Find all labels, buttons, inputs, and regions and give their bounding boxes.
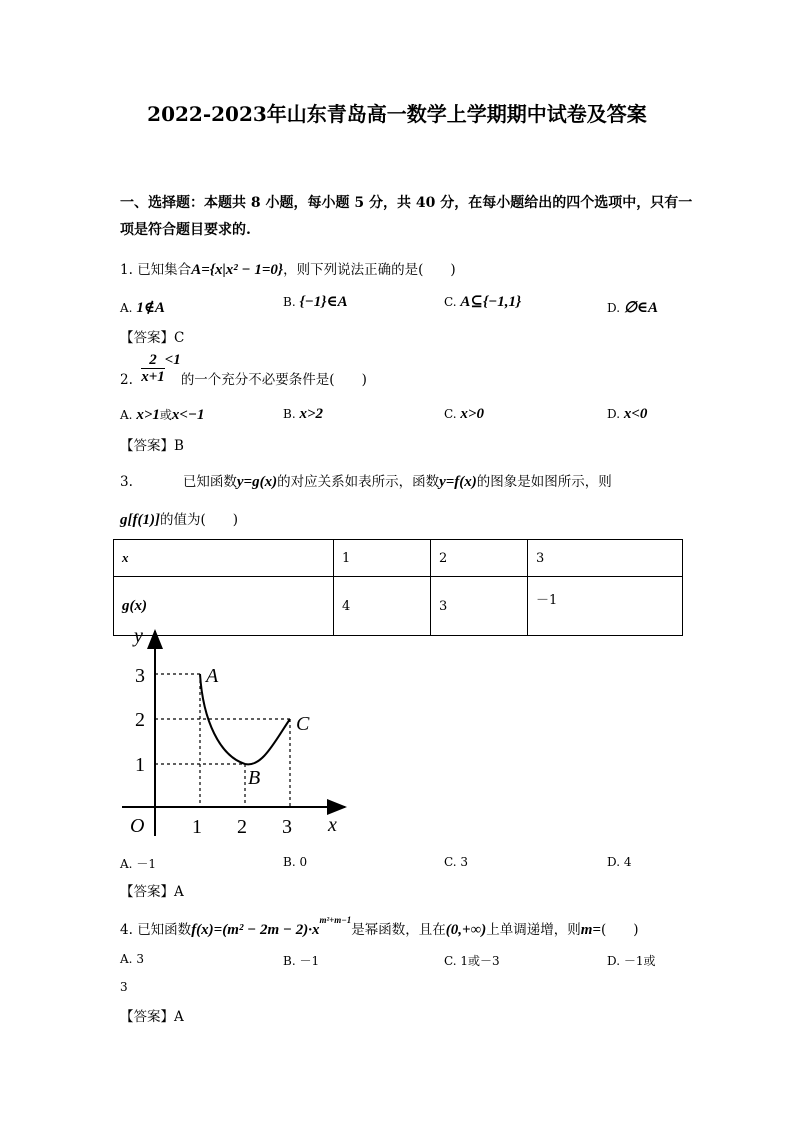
- question-1: [120, 258, 456, 279]
- question-number: 3.: [120, 474, 133, 490]
- point-label-a: A: [206, 665, 219, 687]
- page-title: 2022-2023年山东青岛高一数学上学期期中试卷及答案: [147, 102, 647, 126]
- table-cell: 4: [334, 577, 431, 636]
- question-4: 4. 已知函数$f(x)=(m^2 - 2m - 2)\cdot x^{m^2+m-1}$是幂函数，且在(0,+∞)上单调递增，则m=( ): [120, 914, 639, 938]
- y-tick-label: 1: [135, 754, 145, 776]
- q2-option-d[interactable]: D. x<0: [607, 406, 648, 422]
- table-cell: g(x): [114, 577, 334, 636]
- q3-answer: 【答案】A: [120, 884, 184, 900]
- q1-answer: 【答案】C: [120, 330, 185, 346]
- table-header-cell: x: [114, 540, 334, 577]
- q3-option-b[interactable]: B. 0: [283, 855, 308, 869]
- q1-option-b[interactable]: B. {−1}∈A: [283, 294, 348, 310]
- question-text: ，则下列说法正确的是( ): [283, 262, 456, 278]
- function-graph: [110, 626, 360, 846]
- q4-option-c[interactable]: C. 1或－3: [444, 954, 500, 968]
- section-heading-line1: 一、选择题：本题共 8 小题，每小题 5 分，共 40 分，在每小题给出的四个选项中，只有一: [120, 195, 693, 211]
- q3-option-c[interactable]: C. 3: [444, 855, 469, 869]
- question-number: 4.: [120, 922, 133, 938]
- table-cell: 3: [431, 577, 528, 636]
- q2-answer: 【答案】B: [120, 438, 184, 454]
- q2-option-a[interactable]: A. x>1或x<−1: [120, 407, 205, 423]
- table-header-cell: 2: [431, 540, 528, 577]
- guide-lines: [155, 674, 290, 807]
- origin-label: O: [130, 815, 145, 837]
- table-cell: －1: [528, 577, 683, 636]
- x-tick-label: 1: [192, 816, 202, 838]
- q1-option-d[interactable]: D. ∅∈A: [607, 300, 659, 316]
- y-tick-label: 2: [135, 709, 145, 731]
- q4-option-a[interactable]: A. 3: [120, 952, 144, 966]
- table-header-cell: 1: [334, 540, 431, 577]
- q1-option-a[interactable]: A. 1∉A: [120, 300, 165, 316]
- q3-option-a[interactable]: A. －1: [120, 857, 156, 871]
- question-2: [120, 352, 367, 388]
- y-tick-label: 3: [135, 665, 145, 687]
- function-table: [113, 539, 683, 636]
- q2-option-b[interactable]: B. x>2: [283, 406, 324, 422]
- section-heading-line2: 项是符合题目要求的.: [120, 222, 251, 238]
- x-tick-label: 2: [237, 816, 247, 838]
- q4-answer: 【答案】A: [120, 1009, 184, 1025]
- y-axis-label: y: [134, 626, 143, 647]
- table-header-cell: 3: [528, 540, 683, 577]
- question-text: 的一个充分不必要条件是( ): [180, 372, 367, 388]
- question-number: 2.: [120, 372, 133, 388]
- question-text: 已知集合: [137, 262, 192, 278]
- q4-option-b[interactable]: B. －1: [283, 954, 320, 968]
- fraction: $\frac{2}{x+1}$: [141, 352, 165, 385]
- math-formula: A={x|x² − 1=0}: [191, 262, 284, 278]
- question-number: 1.: [120, 262, 133, 278]
- point-label-b: B: [248, 767, 261, 789]
- q4-option-d-wrap: 3: [120, 980, 128, 994]
- math-relation: <1: [164, 352, 181, 368]
- q3-option-d[interactable]: D. 4: [607, 855, 632, 869]
- q2-option-c[interactable]: C. x>0: [444, 406, 484, 422]
- question-3: 3. 已知函数y=g(x)的对应关系如表所示，函数y=f(x)的图象是如图所示，则: [120, 474, 612, 490]
- point-label-c: C: [296, 713, 310, 735]
- question-3-cont: g[f(1)]的值为( ): [120, 512, 239, 528]
- q4-option-d[interactable]: D. －1或: [607, 954, 656, 968]
- x-tick-label: 3: [282, 816, 292, 838]
- x-axis-label: x: [328, 814, 337, 836]
- q1-option-c[interactable]: C. A⊆{−1,1}: [444, 294, 522, 310]
